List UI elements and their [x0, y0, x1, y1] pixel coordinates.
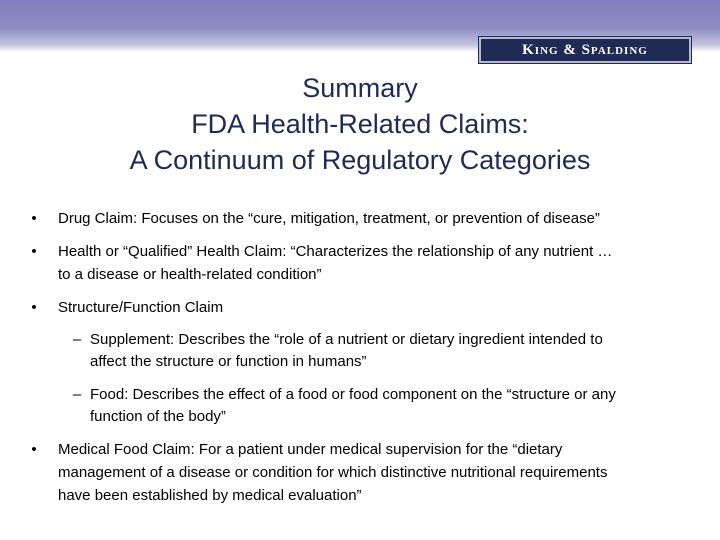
bullet-text: Medical Food Claim: For a patient under medical supervision for the “dietary	[58, 441, 563, 458]
bullet-marker: •	[31, 243, 37, 260]
bullet-marker: •	[31, 299, 37, 316]
sub-bullet-text: function of the body”	[90, 408, 226, 425]
sub-bullet-text: Food: Describes the effect of a food or food component on the “structure or any	[90, 386, 616, 403]
sub-bullet-text: affect the structure or function in humans”	[90, 353, 367, 370]
dash-marker: –	[72, 331, 82, 348]
bullet-marker: •	[31, 210, 37, 227]
title-line-2: FDA Health-Related Claims:	[191, 109, 529, 139]
sub-bullet-text: Supplement: Describes the “role of a nutrient or dietary ingredient intended to	[90, 331, 603, 348]
bullet-text: have been established by medical evaluation”	[58, 487, 362, 504]
bullet-text: Drug Claim: Focuses on the “cure, mitigation, treatment, or prevention of disease”	[58, 210, 600, 227]
bullet-text: management of a disease or condition for which distinctive nutritional requirements	[58, 464, 608, 481]
dash-marker: –	[72, 386, 82, 403]
title-line-1: Summary	[302, 73, 418, 103]
bullet-text: Structure/Function Claim	[58, 299, 224, 316]
bullet-text: to a disease or health-related condition”	[58, 266, 322, 283]
logo-text: King & Spalding	[522, 41, 648, 58]
title-line-3: A Continuum of Regulatory Categories	[129, 145, 591, 175]
bullet-text: Health or “Qualified” Health Claim: “Characterizes the relationship of any nutrient …	[58, 243, 613, 260]
bullet-marker: •	[31, 441, 37, 458]
